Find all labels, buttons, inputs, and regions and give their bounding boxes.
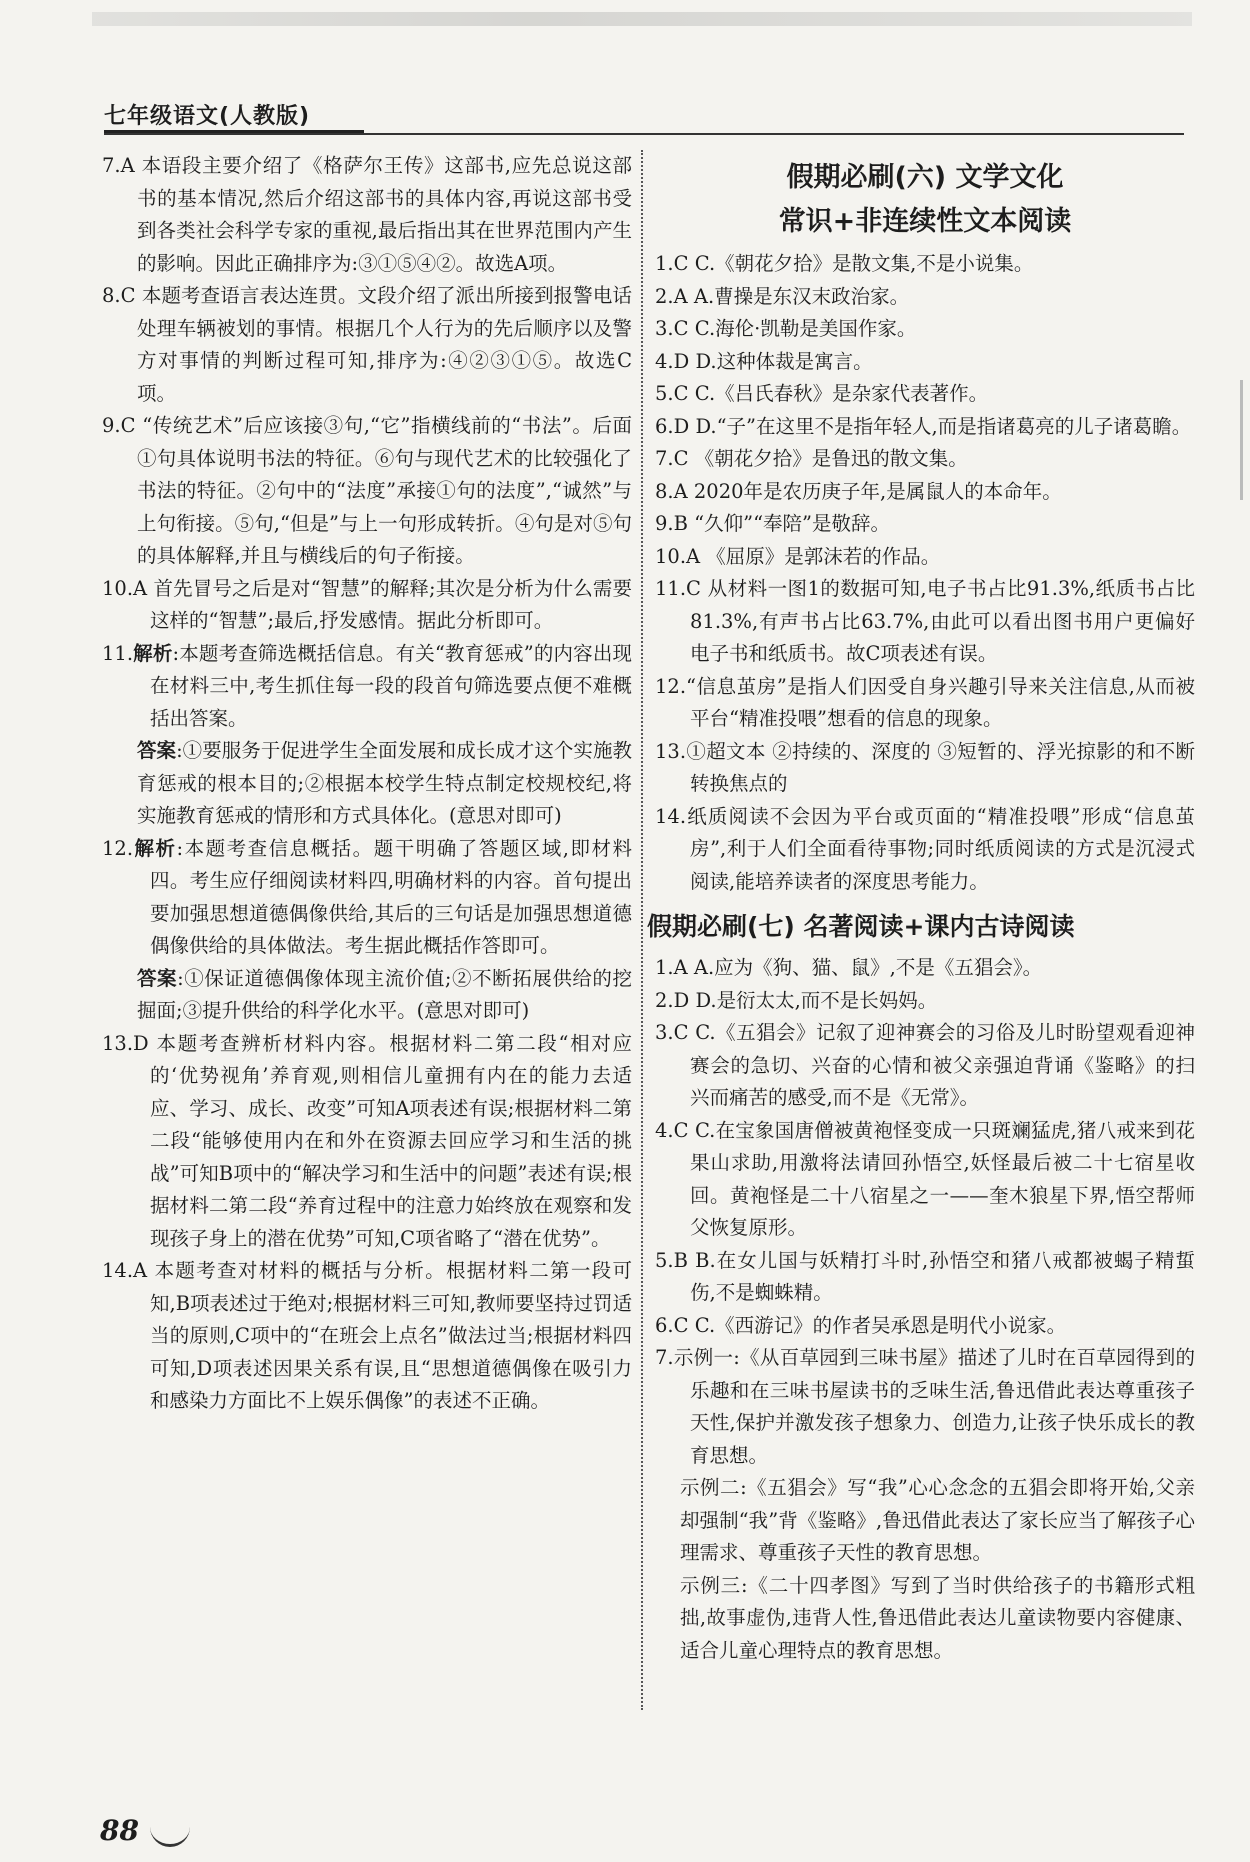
answer-item: 2.D D.是衍太太,而不是长妈妈。 — [655, 988, 938, 1012]
answer-item: 13.①超文本 ②持续的、深度的 ③短暂的、浮光掠影的和不断转换焦点的 — [655, 739, 1195, 795]
book-icon — [150, 1822, 190, 1847]
answer-item: 12.“信息茧房”是指人们因受自身兴趣引导来关注信息,从而被平台“精准投喂”想看的信息的现象。 — [655, 674, 1195, 730]
answer-item: 10.A 《屈原》是郭沫若的作品。 — [655, 544, 941, 568]
left-column — [102, 150, 632, 1418]
answer-item: 11.解析:本题考查筛选概括信息。有关“教育惩戒”的内容出现在材料三中,考生抓住每一段的段首句筛选要点便不难概括出答案。 — [102, 641, 632, 730]
answer-item: 13.D 本题考查辨析材料内容。根据材料二第二段“相对应的‘优势视角’养育观,则相信儿童拥有内在的能力去适应、学习、成长、改变”可知A项表述有误;根据材料二第二段“能够使用内在和外在资源去回应学习和生活的挑战”可知B项中的“解决学习和生活中的问题”表述有误;根据材料二第二段“养育过程中的注意力始终放在观察和发现孩子身上的潜在优势”可知,C项省略了“潜在优势”。 — [102, 1031, 632, 1250]
answer-item: 6.D D.“子”在这里不是指年轻人,而是指诸葛亮的儿子诸葛瞻。 — [655, 414, 1192, 438]
page-number: 88 — [100, 1814, 139, 1847]
section-6-title: 假期必刷(六) 文学文化 常识+非连续性文本阅读 — [778, 162, 1072, 237]
answer-item: 10.A 首先冒号之后是对“智慧”的解释;其次是分析为什么需要这样的“智慧”;最后,抒发感情。据此分析即可。 — [102, 576, 632, 632]
answer-item: 11.C 从材料一图1的数据可知,电子书占比91.3%,纸质书占比81.3%,有声书占比63.7%,由此可以看出图书用户更偏好电子书和纸质书。故C项表述有误。 — [655, 577, 1195, 665]
answer-item: 1.A A.应为《狗、猫、鼠》,不是《五猖会》。 — [655, 956, 1043, 979]
answer-item: 4.C C.在宝象国唐僧被黄袍怪变成一只斑斓猛虎,猪八戒来到花果山求助,用激将法请回孙悟空,妖怪最后被二十七宿星收回。黄袍怪是二十八宿星之一——奎木狼星下界,悟空帮师父恢复原形。 — [655, 1118, 1195, 1239]
answer-item: 9.B “久仰”“奉陪”是敬辞。 — [655, 512, 891, 535]
answer-item: 14.A 本题考查对材料的概括与分析。根据材料二第一段可知,B项表述过于绝对;根据材料三可知,教师要坚持过罚适当的原则,C项中的“在班会上点名”做法过当;根据材料四可知,D项表述因果关系有误,且“思想道德偶像在吸引力和感染力方面比不上娱乐偶像”的表述不正确。 — [102, 1259, 632, 1412]
answer-item: 5.C C.《吕氏春秋》是杂家代表著作。 — [655, 382, 989, 405]
answer-item: 7.示例一:《从百草园到三味书屋》描述了儿时在百草园得到的乐趣和在三味书屋读书的乏味生活,鲁迅借此表达尊重孩子天性,保护并激发孩子想象力、创造力,让孩子快乐成长的教育思想。 — [655, 1346, 1195, 1467]
answer-item-answer: 答案:①保证道德偶像体现主流价值;②不断拓展供给的挖掘面;③提升供给的科学化水平。(意思对即可) — [137, 966, 632, 1022]
answer-item: 4.D D.这种体裁是寓言。 — [655, 349, 873, 373]
answer-item: 8.A 2020年是农历庚子年,是属鼠人的本命年。 — [655, 479, 1062, 503]
answer-example: 示例三:《二十四孝图》写到了当时供给孩子的书籍形式粗拙,故事虚伪,违背人性,鲁迅借此表达儿童读物要内容健康、适合儿童心理特点的教育思想。 — [680, 1573, 1195, 1662]
section-7-title: 假期必刷(七) 名著阅读+课内古诗阅读 — [647, 912, 1075, 941]
answer-item: 2.A A.曹操是东汉末政治家。 — [655, 284, 910, 308]
answer-item: 8.C 本题考查语言表达连贯。文段介绍了派出所接到报警电话处理车辆被划的事情。根据几个人行为的先后顺序以及警方对事情的判断过程可知,排序为:④②③①⑤。故选C项。 — [102, 284, 632, 405]
answer-item: 9.C “传统艺术”后应该接③句,“它”指横线前的“书法”。后面①句具体说明书法的特征。⑥句与现代艺术的比较强化了书法的特征。②句中的“法度”承接①句的法度”,“诚然”与上句衔接。⑤句,“但是”与上一句形成转折。④句是对⑤句的具体解释,并且与横线后的句子衔接。 — [102, 414, 632, 567]
right-column — [647, 150, 1195, 1667]
answer-item: 12.解析:本题考查信息概括。题干明确了答题区域,即材料四。考生应仔细阅读材料四,明确材料的内容。首句提出要加强思想道德偶像供给,其后的三句话是加强思想道德偶像供给的具体做法。考生据此概括作答即可。 — [102, 836, 632, 957]
answer-item: 7.C 《朝花夕拾》是鲁迅的散文集。 — [655, 447, 968, 470]
answer-item: 7.A 本语段主要介绍了《格萨尔王传》这部书,应先总说这部书的基本情况,然后介绍这部书的具体内容,再说这部书受到各类社会科学专家的重视,最后指出其在世界范围内产生的影响。因此正确排序为:③①⑤④②。故选A项。 — [102, 154, 632, 275]
column-divider — [641, 150, 643, 1710]
answer-item: 3.C C.海伦·凯勒是美国作家。 — [655, 317, 917, 340]
answer-example: 示例二:《五猖会》写“我”心心念念的五猖会即将开始,父亲却强制“我”背《鉴略》,鲁迅借此表达了家长应当了解孩子心理需求、尊重孩子天性的教育思想。 — [680, 1476, 1195, 1564]
header-rule — [104, 133, 1184, 135]
scan-edge-mark — [1240, 380, 1243, 500]
page-header-title: 七年级语文(人教版) — [104, 104, 311, 129]
answer-item: 5.B B.在女儿国与妖精打斗时,孙悟空和猪八戒都被蝎子精蜇伤,不是蜘蛛精。 — [655, 1248, 1195, 1304]
answer-item-answer: 答案:①要服务于促进学生全面发展和成长成才这个实施教育惩戒的根本目的;②根据本校学生特点制定校规校纪,将实施教育惩戒的情形和方式具体化。(意思对即可) — [137, 739, 632, 827]
top-scan-band — [92, 12, 1192, 26]
answer-item: 6.C C.《西游记》的作者吴承恩是明代小说家。 — [655, 1313, 1067, 1337]
answer-item: 1.C C.《朝花夕拾》是散文集,不是小说集。 — [655, 252, 1034, 275]
answer-item: 14.纸质阅读不会因为平台或页面的“精准投喂”形成“信息茧房”,利于人们全面看待事物;同时纸质阅读的方式是沉浸式阅读,能培养读者的深度思考能力。 — [655, 804, 1195, 893]
answer-item: 3.C C.《五猖会》记叙了迎神赛会的习俗及儿时盼望观看迎神赛会的急切、兴奋的心情和被父亲强迫背诵《鉴略》的扫兴而痛苦的感受,而不是《无常》。 — [655, 1021, 1195, 1109]
